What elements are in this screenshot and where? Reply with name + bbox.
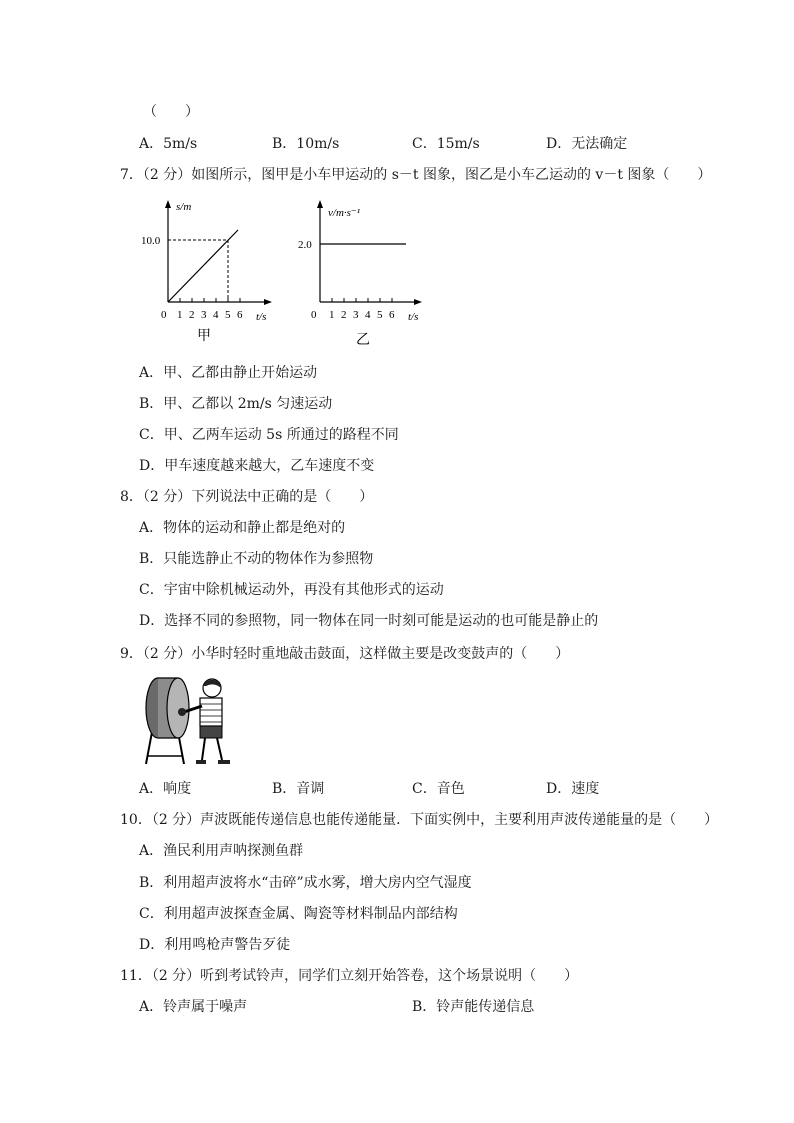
graph-jia-x-tick-3: 3 [201,309,207,321]
q11-option-a: A．铃声属于噪声 [139,999,248,1015]
graph-jia-x-tickmarks [180,298,240,302]
q6-option-d: D．无法确定 [546,136,628,152]
graph-yi-x-tick-0: 0 [311,309,317,321]
drum-stand-leg-left [146,732,152,764]
graph-yi-x-tick-5: 5 [377,309,383,321]
drum-face [167,678,189,738]
drum-boy-illustration [138,672,238,768]
graph-jia-x-arrow [264,299,272,305]
q8-stem: 8．（2 分）下列说法中正确的是（ ） [120,489,374,505]
q10-stem: 10．（2 分）声波既能传递信息也能传递能量．下面实例中，主要利用声波传递能量的是（ ） [120,812,719,828]
graph-yi-vt [292,196,436,352]
drumstick-head [178,708,186,716]
q9-option-d: D．速度 [546,781,600,797]
graph-yi-x-tick-4: 4 [365,309,371,321]
graph-jia-y-arrow [165,200,171,208]
q8-option-a: A．物体的运动和静止都是绝对的 [139,520,346,536]
q6-option-a: A．5m/s [139,136,198,152]
graph-yi-y-tick: 2.0 [298,239,312,251]
q9-option-c: C．音色 [412,781,465,797]
boy-leg-right [217,738,222,760]
q10-option-c: C．利用超声波探查金属、陶瓷等材料制品内部结构 [139,906,458,922]
q7-option-c: C．甲、乙两车运动 5s 所通过的路程不同 [139,427,399,443]
q9-stem: 9．（2 分）小华时轻时重地敲击鼓面，这样做主要是改变鼓声的（ ） [120,646,570,662]
graph-jia-x-tick-1: 1 [177,309,183,321]
graph-jia-x-tick-0: 0 [161,309,167,321]
q10-option-a: A．渔民利用声呐探测鱼群 [139,843,304,859]
q10-option-d: D．利用鸣枪声警告歹徒 [139,937,291,953]
q7-option-d: D．甲车速度越来越大，乙车速度不变 [139,458,375,474]
graph-yi-caption: 乙 [356,333,370,348]
graph-jia-x-label: t/s [256,311,267,323]
q7-option-a: A．甲、乙都由静止开始运动 [139,365,318,381]
graph-jia-x-tick-6: 6 [237,309,243,321]
graph-jia-x-tick-5: 5 [225,309,231,321]
q6-option-b: B．10m/s [272,136,340,152]
graph-yi-x-arrow [414,299,422,305]
q9-option-b: B．音调 [272,781,325,797]
q6-answer-bracket: （ ） [143,104,199,120]
q10-option-b: B．利用超声波将水“击碎”成水雾，增大房内空气湿度 [139,875,472,891]
q11-stem: 11．（2 分）听到考试铃声，同学们立刻开始答卷，这个场景说明（ ） [120,968,579,984]
boy-leg-left [202,738,205,760]
graph-jia-caption: 甲 [197,329,211,344]
graph-yi-y-label: v/m·s⁻¹ [328,207,361,219]
graph-yi-x-tick-6: 6 [389,309,395,321]
graph-yi-x-tick-3: 3 [353,309,359,321]
graph-jia-y-tick: 10.0 [141,235,161,247]
boy-shorts [200,726,222,738]
q7-stem: 7．（2 分）如图所示，图甲是小车甲运动的 s－t 图象，图乙是小车乙运动的 v－t 图象（ ） [120,167,712,183]
graph-jia-x-tick-4: 4 [213,309,219,321]
graph-yi-x-tick-1: 1 [329,309,335,321]
q6-option-c: C．15m/s [412,136,480,152]
q8-option-d: D．选择不同的参照物，同一物体在同一时刻可能是运动的也可能是静止的 [139,613,599,629]
graph-jia-st [140,196,280,348]
graph-yi-x-label: t/s [408,311,419,323]
q8-option-b: B．只能选静止不动的物体作为参照物 [139,551,374,567]
graph-yi-x-tick-2: 2 [341,309,347,321]
graph-jia-x-tick-2: 2 [189,309,195,321]
graph-yi-y-arrow [317,200,323,208]
q11-option-b: B．铃声能传递信息 [412,999,535,1015]
q8-option-c: C．宇宙中除机械运动外，再没有其他形式的运动 [139,582,444,598]
q9-option-a: A．响度 [139,781,192,797]
q7-option-b: B．甲、乙都以 2m/s 匀速运动 [139,396,333,412]
graph-yi-x-tickmarks [332,298,392,302]
graph-jia-y-label: s/m [176,201,192,213]
